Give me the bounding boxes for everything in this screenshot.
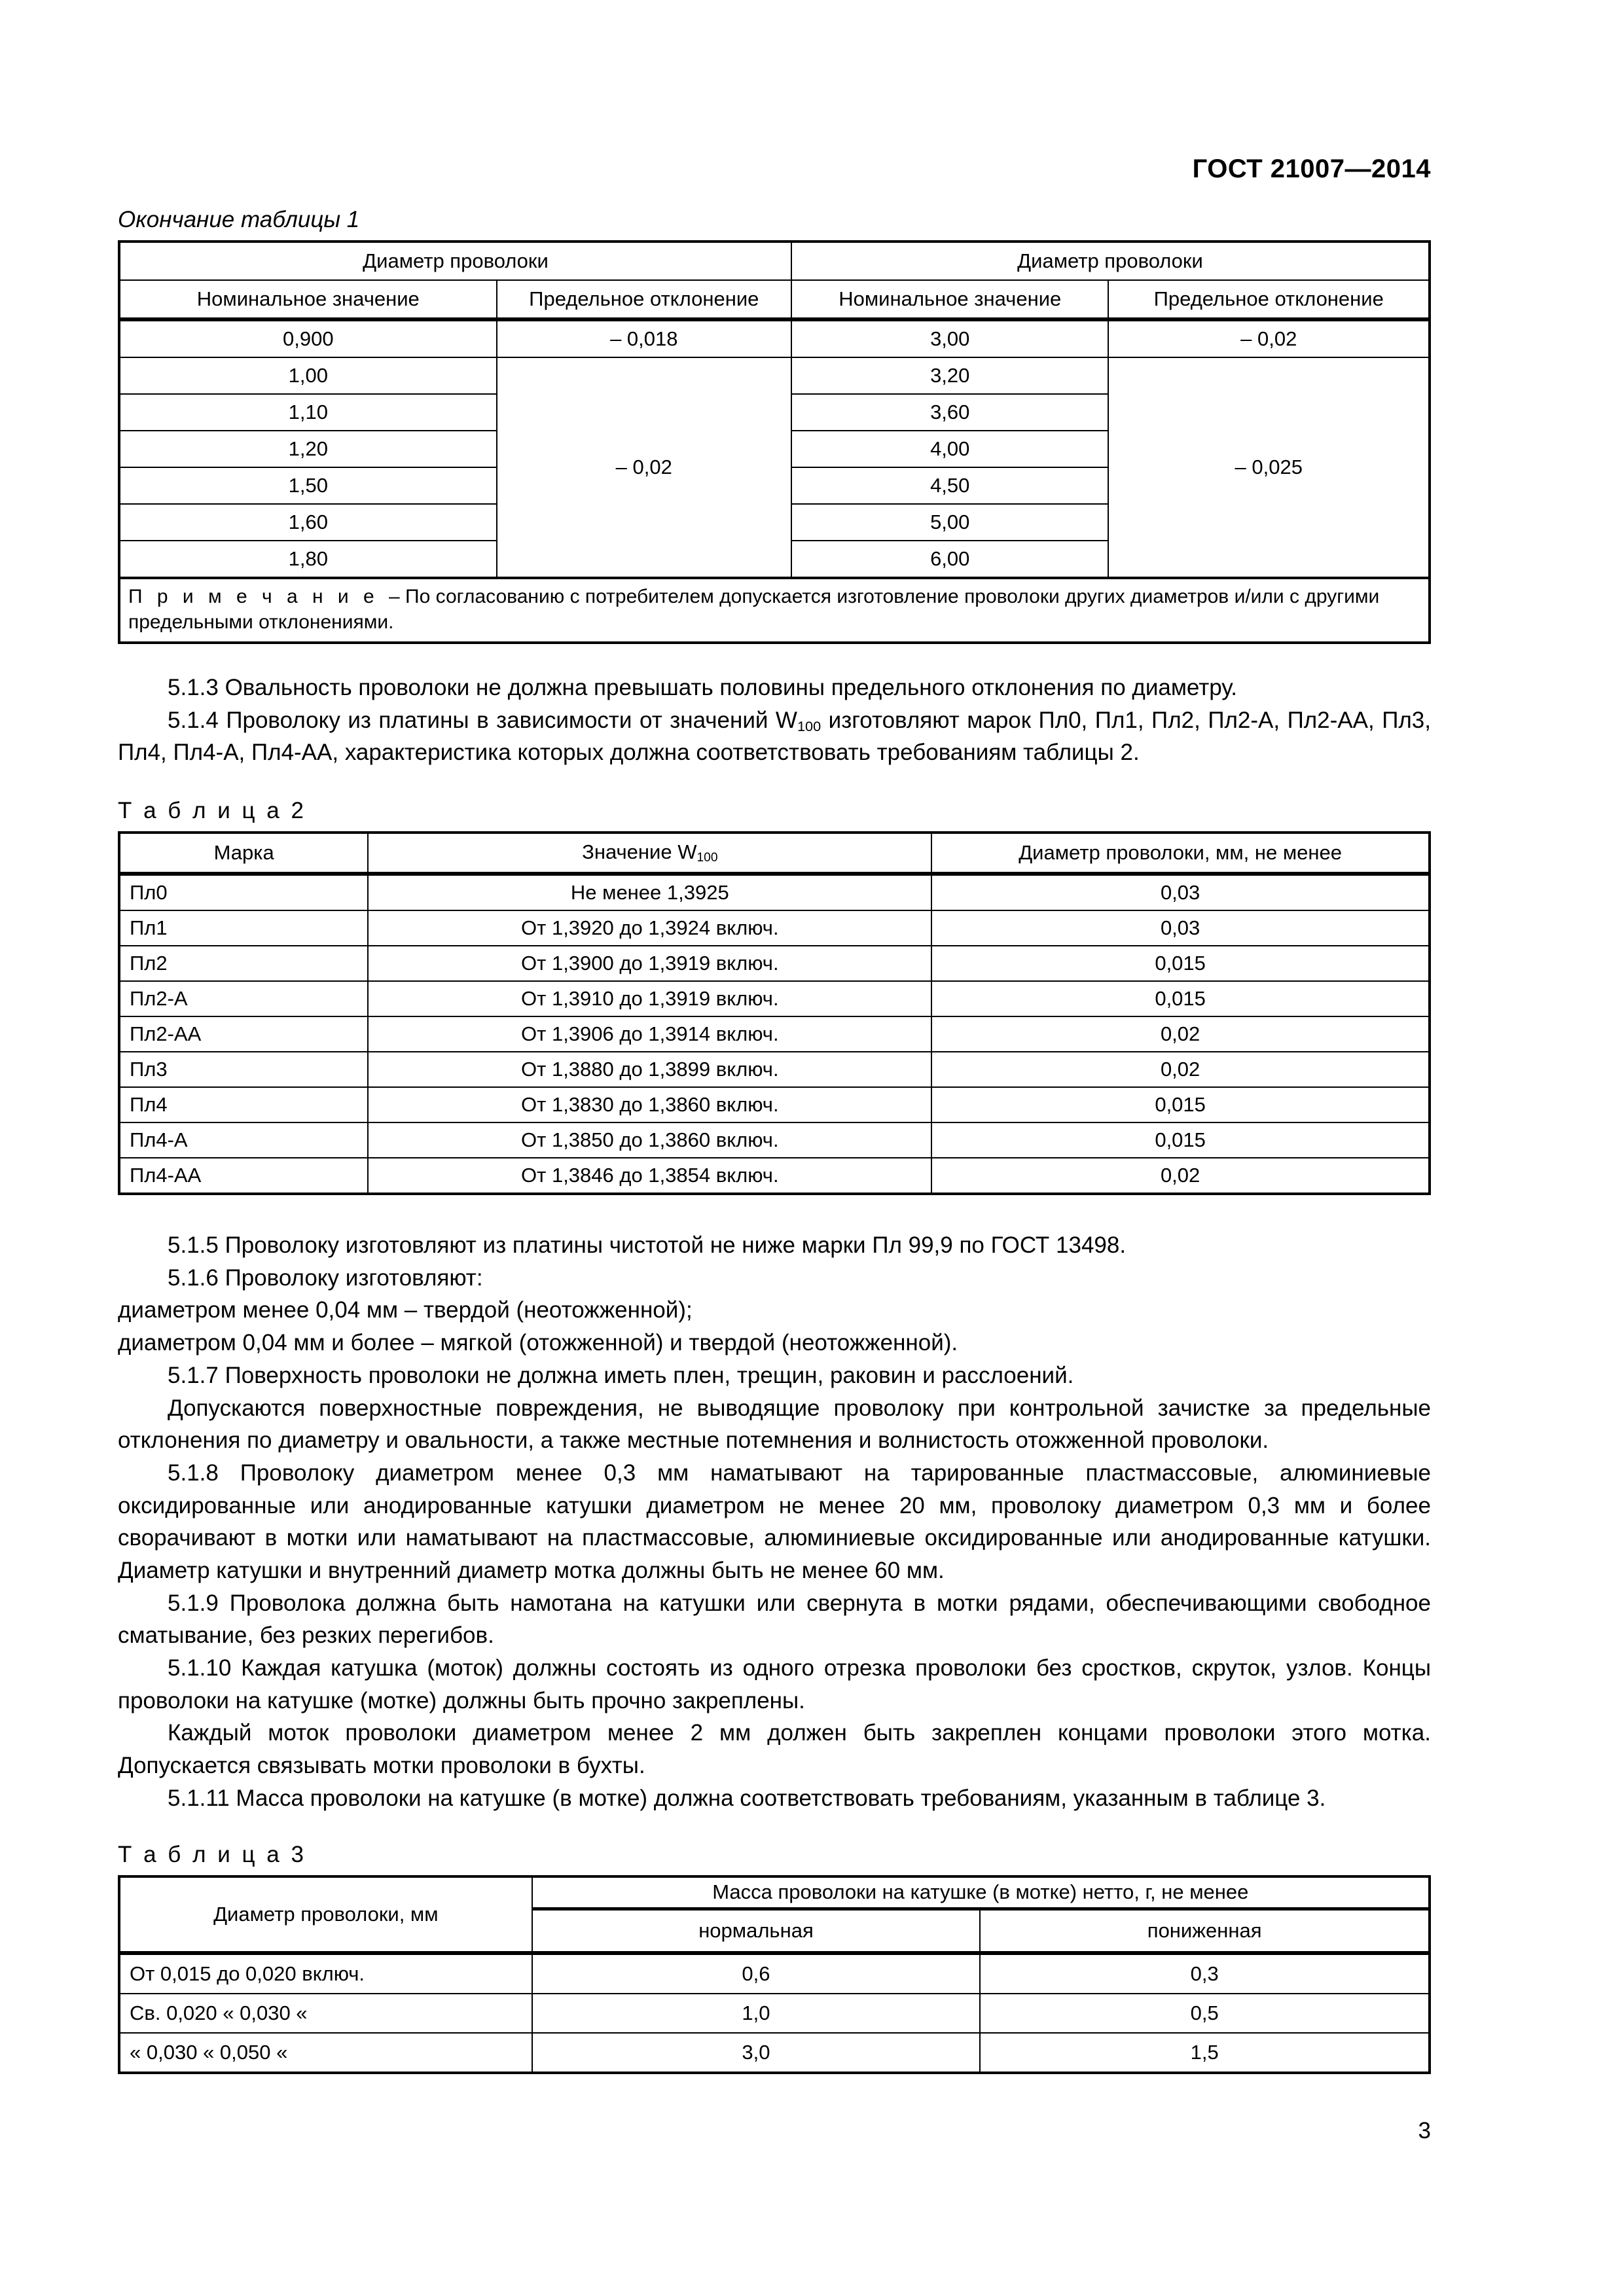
paragraph-5-1-7: 5.1.7 Поверхность проволоки не должна иметь плен, трещин, раковин и расслоений. <box>168 1362 1074 1388</box>
table-row <box>119 1876 1430 1909</box>
table2-cell-grade: Пл2-А <box>119 981 368 1016</box>
table2-header-w100 <box>368 833 931 874</box>
table1-subheader-nominal-right: Номинальное значение <box>791 280 1108 319</box>
table1-cell-nominal-left: 0,900 <box>119 319 497 357</box>
table3-group-header-mass: Масса проволоки на катушке (в мотке) нетто, г, не менее <box>532 1876 1430 1909</box>
table1-note-text: По согласованию с потребителем допускается изготовление проволоки других диаметров и/или с другими предельными отклонениями. <box>128 586 1380 633</box>
table2-cell-grade: Пл4-АА <box>119 1158 368 1194</box>
table1-cell-nominal-left: 1,50 <box>119 467 497 504</box>
table2-header-grade: Марка <box>119 833 368 874</box>
table1-subheader-nominal-left: Номинальное значение <box>119 280 497 319</box>
table-row <box>119 910 1430 946</box>
table2-cell-w100: От 1,3880 до 1,3899 включ. <box>368 1052 931 1087</box>
table1-cell-nominal-left: 1,60 <box>119 504 497 541</box>
table2-cell-grade: Пл4 <box>119 1087 368 1122</box>
table3-cell-diameter: От 0,015 до 0,020 включ. <box>119 1953 532 1994</box>
table1-cell-dev-left-merged: – 0,02 <box>497 357 791 578</box>
page-header: ГОСТ 21007—2014 <box>1192 154 1431 183</box>
page-number: 3 <box>1418 2118 1431 2144</box>
table1-note-row <box>119 578 1430 643</box>
table2-cell-w100: От 1,3920 до 1,3924 включ. <box>368 910 931 946</box>
table-row <box>119 280 1430 319</box>
table3-cell-normal: 0,6 <box>532 1953 981 1994</box>
table3-cell-diameter: « 0,030 « 0,050 « <box>119 2033 532 2073</box>
table3-cell-normal: 1,0 <box>532 1994 981 2033</box>
table2-header-w100-text: Значение W <box>582 840 697 863</box>
table1-cell-nominal-right: 3,60 <box>791 394 1108 431</box>
table2-caption: Т а б л и ц а 2 <box>118 798 306 824</box>
table-row <box>119 1016 1430 1052</box>
table2-cell-diameter: 0,015 <box>931 1122 1430 1158</box>
table1-subheader-dev-right: Предельное отклонение <box>1108 280 1430 319</box>
paragraph-5-1-6-item-b: диаметром 0,04 мм и более – мягкой (отожженной) и твердой (неотожженной). <box>118 1330 958 1356</box>
paragraph-5-1-9: 5.1.9 Проволока должна быть намотана на катушки или свернута в мотки рядами, обеспечивающими свободное сматывание, без резких перегибов. <box>118 1590 1431 1649</box>
w100-subscript: 100 <box>696 850 718 865</box>
table3-header-diameter: Диаметр проволоки, мм <box>119 1876 532 1953</box>
table-row <box>119 1994 1430 2033</box>
paragraph-5-1-4-part2: изготовляют марок Пл0, Пл1, Пл2, Пл2-А, Пл2-АА, Пл3, Пл4, Пл4-А, Пл4-АА, характеристика которых должна соответствовать требованиям таблицы 2. <box>118 707 1431 766</box>
table-1-wire-diameter <box>118 240 1431 644</box>
paragraph-5-1-6-item-a: диаметром менее 0,04 мм – твердой (неотожженной); <box>118 1297 693 1323</box>
table2-header-diameter: Диаметр проволоки, мм, не менее <box>931 833 1430 874</box>
table1-cell-nominal-left: 1,10 <box>119 394 497 431</box>
table1-cell-nominal-left: 1,00 <box>119 357 497 394</box>
table2-cell-diameter: 0,02 <box>931 1158 1430 1194</box>
table-row <box>119 946 1430 981</box>
paragraph-5-1-11: 5.1.11 Масса проволоки на катушке (в мотке) должна соответствовать требованиям, указанным в таблице 3. <box>168 1785 1326 1811</box>
table1-cell-nominal-left: 1,80 <box>119 541 497 578</box>
table1-cell-dev-right: – 0,02 <box>1108 319 1430 357</box>
table3-subheader-normal: нормальная <box>532 1909 981 1954</box>
table2-cell-diameter: 0,015 <box>931 1087 1430 1122</box>
paragraph-5-1-10-second: Каждый моток проволоки диаметром менее 2 мм должен быть закреплен концами проволоки этого мотка. Допускается связывать мотки проволоки в бухты. <box>118 1720 1431 1779</box>
paragraph-5-1-7-second: Допускаются поверхностные повреждения, не выводящие проволоку при контрольной зачистке за предельные отклонения по диаметру и овальности, а также местные потемнения и волнистость отожженной проволоки. <box>118 1395 1431 1454</box>
table-row <box>119 319 1430 357</box>
table-row <box>119 874 1430 910</box>
table2-cell-diameter: 0,03 <box>931 910 1430 946</box>
table-row <box>119 357 1430 394</box>
table-row <box>119 981 1430 1016</box>
table2-cell-w100: От 1,3846 до 1,3854 включ. <box>368 1158 931 1194</box>
table1-cell-nominal-right: 5,00 <box>791 504 1108 541</box>
table1-cell-nominal-right: 6,00 <box>791 541 1108 578</box>
table-2-grades <box>118 831 1431 1195</box>
table1-note <box>119 578 1430 643</box>
table-row <box>119 2033 1430 2073</box>
paragraph-5-1-5: 5.1.5 Проволоку изготовляют из платины чистотой не ниже марки Пл 99,9 по ГОСТ 13498. <box>168 1232 1127 1259</box>
table2-cell-grade: Пл2-АА <box>119 1016 368 1052</box>
paragraph-5-1-4 <box>118 704 1431 769</box>
paragraph-5-1-4-part1: 5.1.4 Проволоку из платины в зависимости от значений W <box>168 707 797 733</box>
table2-cell-grade: Пл0 <box>119 874 368 910</box>
table3-cell-reduced: 0,3 <box>980 1953 1430 1994</box>
table2-cell-w100: От 1,3830 до 1,3860 включ. <box>368 1087 931 1122</box>
table-row <box>119 1087 1430 1122</box>
table2-cell-w100: Не менее 1,3925 <box>368 874 931 910</box>
table2-cell-w100: От 1,3850 до 1,3860 включ. <box>368 1122 931 1158</box>
table1-group-header-left: Диаметр проволоки <box>119 242 791 280</box>
table1-cell-nominal-left: 1,20 <box>119 431 497 467</box>
paragraph-5-1-3: 5.1.3 Овальность проволоки не должна превышать половины предельного отклонения по диаметру. <box>168 675 1238 700</box>
table2-cell-w100: От 1,3906 до 1,3914 включ. <box>368 1016 931 1052</box>
w100-subscript: 100 <box>797 717 821 734</box>
table2-cell-diameter: 0,02 <box>931 1052 1430 1087</box>
table-row <box>119 1953 1430 1994</box>
table1-cell-nominal-right: 3,00 <box>791 319 1108 357</box>
table-row <box>119 833 1430 874</box>
table1-cell-nominal-right: 3,20 <box>791 357 1108 394</box>
table-row <box>119 242 1430 280</box>
table1-cell-nominal-right: 4,00 <box>791 431 1108 467</box>
table2-cell-w100: От 1,3900 до 1,3919 включ. <box>368 946 931 981</box>
table2-cell-diameter: 0,015 <box>931 981 1430 1016</box>
table1-cell-dev-left: – 0,018 <box>497 319 791 357</box>
table3-cell-normal: 3,0 <box>532 2033 981 2073</box>
table3-cell-diameter: Св. 0,020 « 0,030 « <box>119 1994 532 2033</box>
table2-cell-grade: Пл1 <box>119 910 368 946</box>
paragraph-5-1-6: 5.1.6 Проволоку изготовляют: <box>168 1265 483 1291</box>
table-row <box>119 1122 1430 1158</box>
table1-note-label: П р и м е ч а н и е <box>128 586 389 607</box>
table2-cell-grade: Пл2 <box>119 946 368 981</box>
table1-note-dash: – <box>389 586 406 607</box>
table2-cell-grade: Пл4-А <box>119 1122 368 1158</box>
table2-cell-w100: От 1,3910 до 1,3919 включ. <box>368 981 931 1016</box>
table3-caption: Т а б л и ц а 3 <box>118 1842 306 1868</box>
table2-cell-diameter: 0,02 <box>931 1016 1430 1052</box>
paragraph-5-1-8: 5.1.8 Проволоку диаметром менее 0,3 мм наматывают на тарированные пластмассовые, алюминиевые оксидированные или анодированные катушки диаметром не менее 20 мм, проволоку диаметром 0,3 мм и более сворачивают в мотки или наматывают на пластмассовые, алюминиевые оксидированные или анодированные катушки. Диаметр катушки и внутренний диаметр мотка должны быть не менее 60 мм. <box>118 1460 1431 1583</box>
table1-cell-nominal-right: 4,50 <box>791 467 1108 504</box>
table2-cell-diameter: 0,015 <box>931 946 1430 981</box>
table1-subheader-dev-left: Предельное отклонение <box>497 280 791 319</box>
table-row <box>119 1052 1430 1087</box>
table1-cell-dev-right-merged: – 0,025 <box>1108 357 1430 578</box>
table2-cell-diameter: 0,03 <box>931 874 1430 910</box>
table3-subheader-reduced: пониженная <box>980 1909 1430 1954</box>
table2-cell-grade: Пл3 <box>119 1052 368 1087</box>
paragraph-5-1-10: 5.1.10 Каждая катушка (моток) должны состоять из одного отрезка проволоки без сростков, скруток, узлов. Концы проволоки на катушке (мотке) должны быть прочно закреплены. <box>118 1655 1431 1713</box>
table3-cell-reduced: 1,5 <box>980 2033 1430 2073</box>
table3-cell-reduced: 0,5 <box>980 1994 1430 2033</box>
table1-group-header-right: Диаметр проволоки <box>791 242 1430 280</box>
table1-caption: Окончание таблицы 1 <box>118 207 360 232</box>
table-3-mass <box>118 1875 1431 2074</box>
page-content <box>118 208 1431 2074</box>
table-row <box>119 1158 1430 1194</box>
